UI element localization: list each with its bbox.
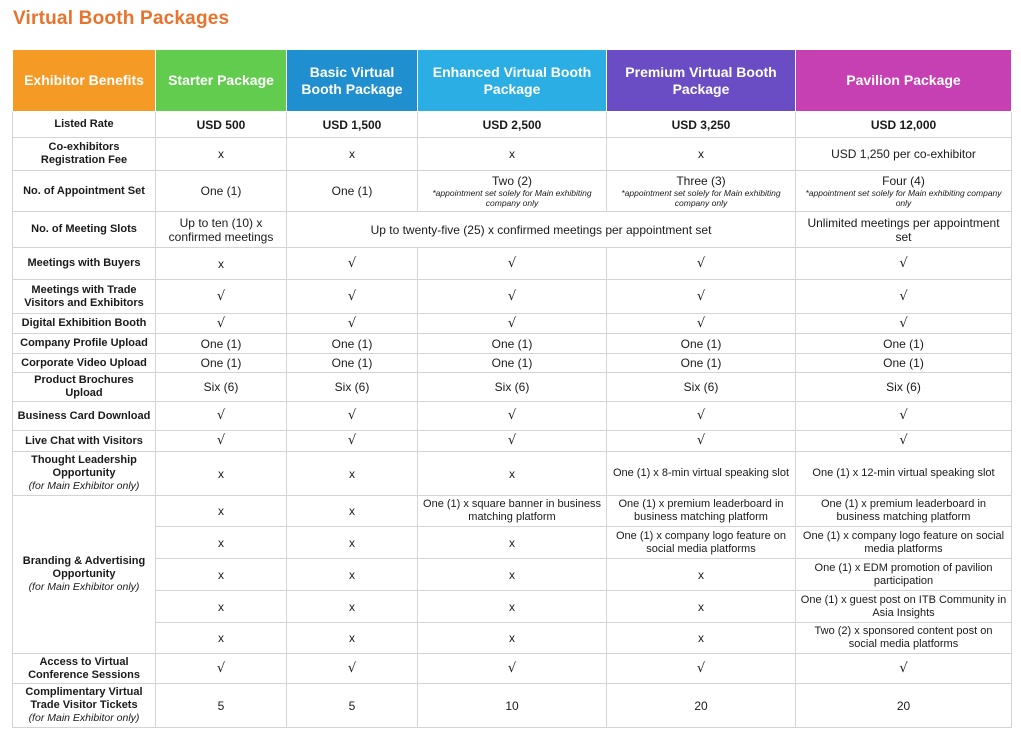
cell-premium: √ bbox=[607, 431, 796, 452]
cell-premium: √ bbox=[607, 654, 796, 684]
cell-starter: x bbox=[156, 527, 287, 559]
cell-enhanced: Six (6) bbox=[418, 373, 607, 402]
row-digital-booth bbox=[13, 314, 1012, 334]
cell-basic: x bbox=[287, 452, 418, 496]
cell-enhanced: x bbox=[418, 623, 607, 654]
row-label: Business Card Download bbox=[13, 402, 156, 431]
cell-enhanced: USD 2,500 bbox=[418, 112, 607, 138]
footnote: *appointment set solely for Main exhibiting company only bbox=[432, 188, 592, 208]
cell-enhanced: 10 bbox=[418, 684, 607, 728]
cell-starter: √ bbox=[156, 402, 287, 431]
cell-basic: One (1) bbox=[287, 171, 418, 212]
cell-starter: 5 bbox=[156, 684, 287, 728]
cell-starter: √ bbox=[156, 314, 287, 334]
cell-enhanced: √ bbox=[418, 280, 607, 314]
cell-pavilion: One (1) x premium leaderboard in business matching platform bbox=[796, 496, 1012, 527]
row-coexhibitors bbox=[13, 138, 1012, 171]
row-branding-5 bbox=[13, 623, 1012, 654]
cell-premium: One (1) x premium leaderboard in business matching platform bbox=[607, 496, 796, 527]
cell-pavilion: One (1) bbox=[796, 354, 1012, 373]
cell-enhanced bbox=[418, 171, 607, 212]
header-starter-package: Starter Package bbox=[156, 50, 287, 112]
cell-basic: √ bbox=[287, 314, 418, 334]
cell-starter: x bbox=[156, 452, 287, 496]
cell-enhanced: √ bbox=[418, 654, 607, 684]
row-label: Meetings with Trade Visitors and Exhibitors bbox=[13, 280, 156, 314]
cell-premium bbox=[607, 171, 796, 212]
row-label: Access to Virtual Conference Sessions bbox=[13, 654, 156, 684]
cell-starter: x bbox=[156, 559, 287, 591]
row-label: No. of Meeting Slots bbox=[13, 212, 156, 248]
cell-enhanced: √ bbox=[418, 248, 607, 280]
cell-pavilion: One (1) x 12-min virtual speaking slot bbox=[796, 452, 1012, 496]
row-label-note: (for Main Exhibitor only) bbox=[28, 712, 140, 724]
cell-premium: One (1) bbox=[607, 354, 796, 373]
cell-premium: x bbox=[607, 559, 796, 591]
cell-basic: √ bbox=[287, 431, 418, 452]
cell-basic: One (1) bbox=[287, 334, 418, 354]
cell-starter: √ bbox=[156, 654, 287, 684]
page-title: Virtual Booth Packages bbox=[13, 8, 230, 29]
row-business-card bbox=[13, 402, 1012, 431]
cell-basic: One (1) bbox=[287, 354, 418, 373]
cell-pavilion: 20 bbox=[796, 684, 1012, 728]
cell-starter: Six (6) bbox=[156, 373, 287, 402]
cell-pavilion: √ bbox=[796, 280, 1012, 314]
cell-basic: USD 1,500 bbox=[287, 112, 418, 138]
header-row bbox=[13, 50, 1012, 112]
row-label: No. of Appointment Set bbox=[13, 171, 156, 212]
cell-enhanced: x bbox=[418, 452, 607, 496]
row-label bbox=[13, 684, 156, 728]
cell-pavilion: √ bbox=[796, 654, 1012, 684]
header-pavilion-package: Pavilion Package bbox=[796, 50, 1012, 112]
cell-basic: √ bbox=[287, 248, 418, 280]
header-enhanced-package: Enhanced Virtual Booth Package bbox=[418, 50, 607, 112]
cell-pavilion: √ bbox=[796, 402, 1012, 431]
row-label bbox=[13, 496, 156, 654]
cell-enhanced: One (1) bbox=[418, 334, 607, 354]
cell-starter: x bbox=[156, 623, 287, 654]
row-label bbox=[13, 452, 156, 496]
cell-enhanced: √ bbox=[418, 402, 607, 431]
cell-basic: √ bbox=[287, 402, 418, 431]
cell-starter: x bbox=[156, 591, 287, 623]
row-label-text: Branding & Advertising Opportunity bbox=[22, 555, 146, 580]
cell-starter: USD 500 bbox=[156, 112, 287, 138]
cell-premium: √ bbox=[607, 248, 796, 280]
row-label: Live Chat with Visitors bbox=[13, 431, 156, 452]
cell-pavilion: One (1) x guest post on ITB Community in Asia Insights bbox=[796, 591, 1012, 623]
cell-basic: x bbox=[287, 527, 418, 559]
row-branding-3 bbox=[13, 559, 1012, 591]
cell-pavilion: √ bbox=[796, 431, 1012, 452]
cell-premium: √ bbox=[607, 314, 796, 334]
cell-basic: 5 bbox=[287, 684, 418, 728]
row-label: Product Brochures Upload bbox=[13, 373, 156, 402]
row-label: Co-exhibitors Registration Fee bbox=[13, 138, 156, 171]
row-conference bbox=[13, 654, 1012, 684]
cell-starter: x bbox=[156, 248, 287, 280]
cell-basic: √ bbox=[287, 280, 418, 314]
cell-pavilion: One (1) bbox=[796, 334, 1012, 354]
cell-value: Four (4) bbox=[882, 174, 925, 188]
row-label: Digital Exhibition Booth bbox=[13, 314, 156, 334]
cell-basic: x bbox=[287, 559, 418, 591]
cell-starter: √ bbox=[156, 280, 287, 314]
cell-enhanced: x bbox=[418, 559, 607, 591]
header-exhibitor-benefits: Exhibitor Benefits bbox=[13, 50, 156, 112]
row-tickets bbox=[13, 684, 1012, 728]
row-label-note: (for Main Exhibitor only) bbox=[28, 581, 140, 593]
cell-pavilion: USD 1,250 per co-exhibitor bbox=[796, 138, 1012, 171]
cell-enhanced: x bbox=[418, 591, 607, 623]
row-label: Meetings with Buyers bbox=[13, 248, 156, 280]
cell-basic: x bbox=[287, 138, 418, 171]
cell-pavilion: Unlimited meetings per appointment set bbox=[796, 212, 1012, 248]
row-corporate-video bbox=[13, 354, 1012, 373]
cell-basic: √ bbox=[287, 654, 418, 684]
cell-premium: √ bbox=[607, 280, 796, 314]
cell-starter: One (1) bbox=[156, 354, 287, 373]
cell-value: Three (3) bbox=[676, 174, 726, 188]
row-meetings-buyers bbox=[13, 248, 1012, 280]
row-label: Listed Rate bbox=[13, 112, 156, 138]
cell-starter: Up to ten (10) x confirmed meetings bbox=[156, 212, 287, 248]
cell-basic: x bbox=[287, 623, 418, 654]
cell-premium: 20 bbox=[607, 684, 796, 728]
cell-premium: x bbox=[607, 138, 796, 171]
row-branding-4 bbox=[13, 591, 1012, 623]
cell-pavilion: One (1) x company logo feature on social media platforms bbox=[796, 527, 1012, 559]
cell-enhanced: x bbox=[418, 527, 607, 559]
row-brochures bbox=[13, 373, 1012, 402]
cell-pavilion: Six (6) bbox=[796, 373, 1012, 402]
row-label-text: Complimentary Virtual Trade Visitor Tickets bbox=[25, 686, 143, 711]
cell-pavilion bbox=[796, 171, 1012, 212]
cell-premium: One (1) x 8-min virtual speaking slot bbox=[607, 452, 796, 496]
cell-starter: √ bbox=[156, 431, 287, 452]
cell-premium: x bbox=[607, 591, 796, 623]
row-branding-1 bbox=[13, 496, 1012, 527]
cell-enhanced: √ bbox=[418, 314, 607, 334]
cell-starter: x bbox=[156, 138, 287, 171]
footnote: *appointment set solely for Main exhibiting company only bbox=[621, 188, 781, 208]
cell-enhanced: One (1) bbox=[418, 354, 607, 373]
cell-value: Two (2) bbox=[491, 174, 532, 188]
cell-basic: x bbox=[287, 496, 418, 527]
row-label-note: (for Main Exhibitor only) bbox=[28, 480, 140, 492]
row-meeting-slots bbox=[13, 212, 1012, 248]
cell-pavilion: One (1) x EDM promotion of pavilion participation bbox=[796, 559, 1012, 591]
cell-premium: One (1) bbox=[607, 334, 796, 354]
cell-premium: x bbox=[607, 623, 796, 654]
packages-comparison-table bbox=[12, 49, 1012, 728]
cell-enhanced: One (1) x square banner in business matching platform bbox=[418, 496, 607, 527]
row-live-chat bbox=[13, 431, 1012, 452]
row-label: Corporate Video Upload bbox=[13, 354, 156, 373]
cell-pavilion: √ bbox=[796, 248, 1012, 280]
cell-premium: USD 3,250 bbox=[607, 112, 796, 138]
row-company-profile bbox=[13, 334, 1012, 354]
row-label-text: Thought Leadership Opportunity bbox=[31, 454, 137, 479]
row-branding-2 bbox=[13, 527, 1012, 559]
cell-premium: √ bbox=[607, 402, 796, 431]
row-thought-leadership bbox=[13, 452, 1012, 496]
cell-basic: x bbox=[287, 591, 418, 623]
row-label: Company Profile Upload bbox=[13, 334, 156, 354]
cell-premium: One (1) x company logo feature on social media platforms bbox=[607, 527, 796, 559]
cell-enhanced: √ bbox=[418, 431, 607, 452]
cell-basic-to-premium: Up to twenty-five (25) x confirmed meetings per appointment set bbox=[287, 212, 796, 248]
cell-premium: Six (6) bbox=[607, 373, 796, 402]
cell-basic: Six (6) bbox=[287, 373, 418, 402]
cell-starter: One (1) bbox=[156, 334, 287, 354]
cell-pavilion: USD 12,000 bbox=[796, 112, 1012, 138]
row-appointment-set bbox=[13, 171, 1012, 212]
header-basic-package: Basic Virtual Booth Package bbox=[287, 50, 418, 112]
cell-pavilion: √ bbox=[796, 314, 1012, 334]
row-meetings-trade bbox=[13, 280, 1012, 314]
header-premium-package: Premium Virtual Booth Package bbox=[607, 50, 796, 112]
cell-enhanced: x bbox=[418, 138, 607, 171]
cell-starter: x bbox=[156, 496, 287, 527]
row-listed-rate bbox=[13, 112, 1012, 138]
footnote: *appointment set solely for Main exhibiting company only bbox=[805, 188, 1002, 208]
cell-starter: One (1) bbox=[156, 171, 287, 212]
cell-pavilion: Two (2) x sponsored content post on social media platforms bbox=[796, 623, 1012, 654]
packages-table-wrapper bbox=[12, 49, 1011, 728]
